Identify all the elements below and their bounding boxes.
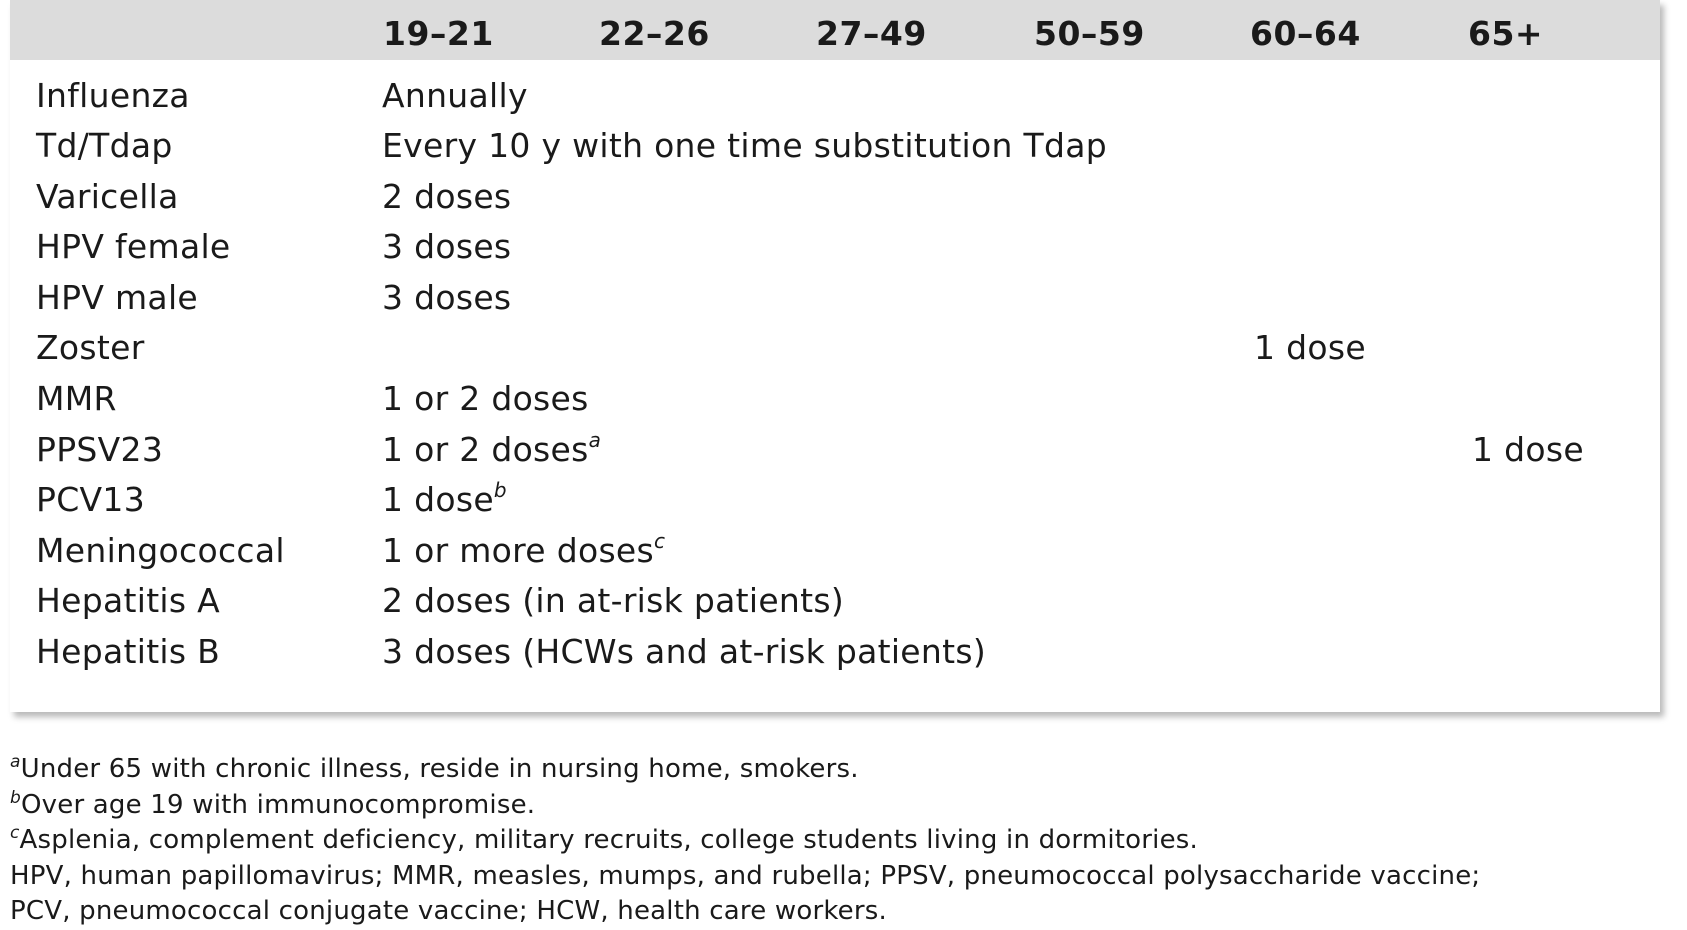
footnote-mark: a [10, 752, 21, 772]
abbreviations-line-1: HPV, human papillomavirus; MMR, measles, mumps, and rubella; PPSV, pneumococcal polysaccharide vaccine; [10, 860, 1481, 891]
footnote-b [10, 788, 1480, 824]
row-value: 1 or 2 doses [382, 379, 589, 418]
row-value: 1 or 2 doses [382, 430, 589, 469]
table-header [10, 0, 1660, 60]
footnote-mark: c [10, 823, 20, 843]
footnotes [10, 752, 1480, 930]
row-label: Meningococcal [36, 531, 285, 570]
footnote-mark: b [493, 478, 507, 502]
column-header-22-26: 22–26 [599, 14, 710, 53]
row-label: HPV female [36, 227, 231, 266]
row-value: 2 doses (in at-risk patients) [382, 581, 845, 620]
row-value: 1 dose [382, 480, 494, 519]
vaccine-schedule-table [10, 0, 1660, 712]
table-row [10, 227, 1660, 277]
footnote-text: Over age 19 with immunocompromise. [21, 789, 536, 820]
row-value-with-footnote [382, 480, 507, 519]
row-label: Hepatitis A [36, 581, 221, 620]
row-label: Hepatitis B [36, 632, 221, 671]
table-row [10, 177, 1660, 227]
footnote-c [10, 823, 1480, 859]
footnote-a [10, 752, 1480, 788]
table-row [10, 581, 1660, 631]
table-row [10, 76, 1660, 126]
row-value: Annually [382, 76, 528, 115]
row-label: Zoster [36, 328, 145, 367]
footnote-text: Asplenia, complement deficiency, military recruits, college students living in dormitories. [19, 825, 1198, 855]
column-header-27-49: 27–49 [816, 14, 927, 53]
row-label: PPSV23 [36, 430, 164, 469]
row-label: HPV male [36, 278, 199, 317]
table-row [10, 328, 1660, 378]
row-label: Td/Tdap [36, 126, 173, 165]
row-value: 3 doses (HCWs and at-risk patients) [382, 632, 987, 671]
row-value-with-footnote [382, 531, 665, 570]
row-value: 1 dose [1254, 328, 1366, 367]
row-label: Varicella [36, 177, 179, 216]
column-header-19-21: 19–21 [383, 14, 494, 53]
table-row [10, 430, 1660, 480]
footnote-mark: c [654, 529, 666, 553]
table-row [10, 480, 1660, 530]
row-value-65-plus: 1 dose [1472, 430, 1584, 469]
row-label: Influenza [36, 76, 190, 115]
footnote-text: Under 65 with chronic illness, reside in nursing home, smokers. [20, 754, 859, 784]
column-header-65-plus: 65+ [1468, 14, 1544, 53]
table-row [10, 126, 1660, 176]
row-value: 2 doses [382, 177, 512, 216]
table-row [10, 278, 1660, 328]
row-label: MMR [36, 379, 117, 418]
column-header-50-59: 50–59 [1034, 14, 1145, 53]
table-row [10, 632, 1660, 682]
row-value: 3 doses [382, 278, 512, 317]
row-value: 3 doses [382, 227, 512, 266]
table-row [10, 379, 1660, 429]
column-header-60-64: 60–64 [1250, 14, 1361, 53]
row-value: Every 10 y with one time substitution Tdap [382, 126, 1107, 165]
footnote-mark: b [10, 787, 21, 808]
abbreviations-line-2: PCV, pneumococcal conjugate vaccine; HCW, health care workers. [10, 896, 887, 926]
row-value: 1 or more doses [382, 531, 655, 570]
row-label: PCV13 [36, 480, 146, 519]
footnote-mark: a [588, 428, 602, 452]
row-value-with-footnote [382, 430, 601, 469]
table-row [10, 531, 1660, 581]
